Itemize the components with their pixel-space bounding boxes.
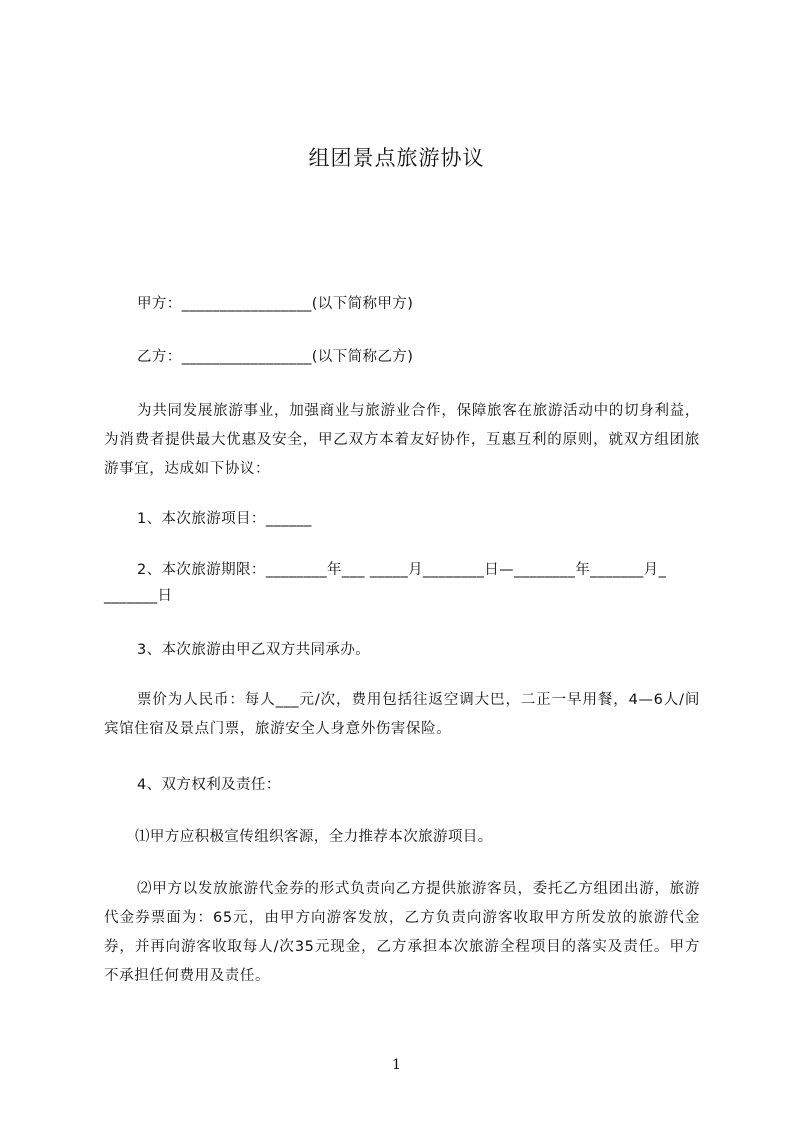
item-4-rights-heading: 4、双方权利及责任： — [137, 777, 281, 793]
item-4-2-text: ⑵甲方以发放旅游代金券的形式负责向乙方提供旅游客员，委托乙方组团出游，旅游代金券票面为：65元，由甲方向游客发放，乙方负责向游客收取甲方所发放的旅游代金券，并再向游客收取每人/次35元现金，乙方承担本次旅游全程项目的落实及责任。甲方不承担任何费用及责任。 — [104, 881, 700, 984]
intro-paragraph — [104, 397, 700, 484]
page-number: 1 — [392, 1057, 401, 1073]
intro-text: 为共同发展旅游事业，加强商业与旅游业合作，保障旅客在旅游活动中的切身利益，为消费者提供最大优惠及安全，甲乙双方本着友好协作，互惠互利的原则，就双方组团旅游事宜，达成如下协议： — [104, 403, 700, 477]
item-4-1-clause: ⑴甲方应积极宣传组织客源，全力推荐本次旅游项目。 — [135, 829, 493, 845]
item-4-2-paragraph — [104, 875, 700, 991]
item-2-period-line-2: _______日 — [104, 588, 173, 604]
item-2-period-line-1: 2、本次旅游期限：________年___ _____月________日—________年_______月_ — [137, 562, 667, 578]
document-title: 组团景点旅游协议 — [308, 146, 485, 170]
item-1-project: 1、本次旅游项目：______ — [137, 511, 312, 527]
price-text: 票价为人民币：每人___元/次，费用包括往返空调大巴，二正一早用餐，4—6人/间宾馆住宿及景点门票，旅游安全人身意外伤害保险。 — [104, 692, 700, 737]
party-a-line: 甲方：_________________(以下简称甲方) — [137, 296, 414, 312]
item-3-organizers: 3、本次旅游由甲乙双方共同承办。 — [137, 642, 371, 658]
party-b-line: 乙方：_________________(以下简称乙方) — [137, 349, 414, 365]
price-paragraph — [104, 686, 700, 744]
